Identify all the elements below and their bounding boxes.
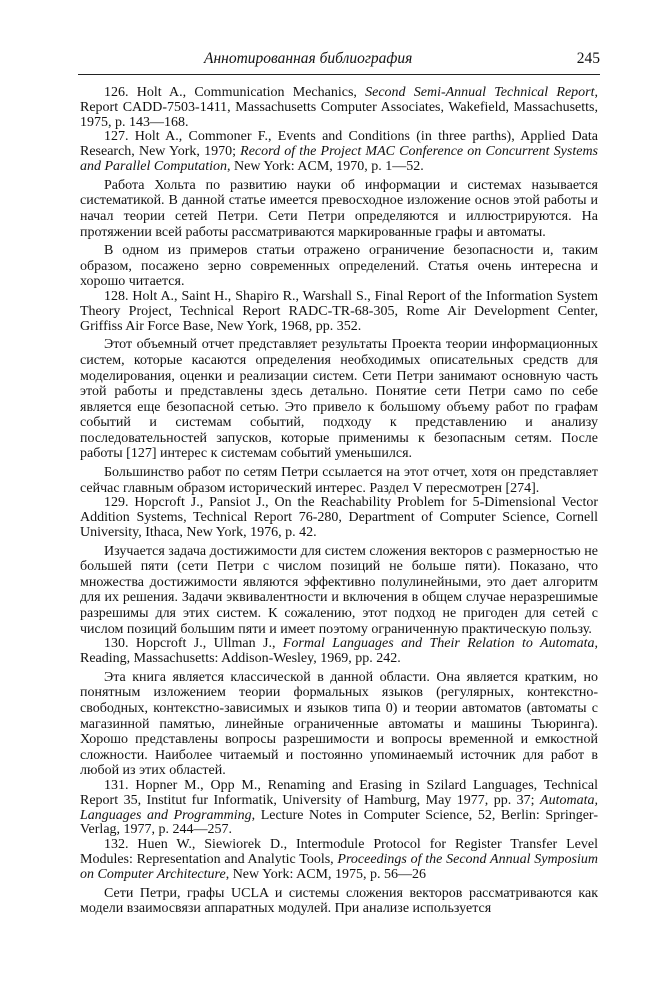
annotation-130: Эта книга является классической в данной области. Она является кратким, но понятным изложением теории формальных языков (регулярных, контекстно-свободных, контекстно-зависимых и языков типа 0) и теории автоматов (автоматы с магазинной памятью, линейные ограниченные автоматы и машины Тьюринга). Хорошо представлены вопросы разрешимости и вопросы временной и емкостной сложности. Наиболее читаемый и постоянно упоминаемый источник для работ в любой из этих областей.: [80, 669, 598, 779]
annotation-128-paragraph-1: Этот объемный отчет представляет результаты Проекта теории информационных систем, которые касаются определения необходимых описательных средств для моделирования, оценки и реализации систем. Сети Петри занимают основную часть этой работы и представлены здесь детально. Понятие сети Петри само по себе является еще безопасной сетью. Это привело к большому объему работ по графам событий и системам событий, подходу к представлению и анализу последовательностей запусков, которые применимы к безопасным сетям. После работы [127] интерес к системам событий уменьшился.: [80, 337, 598, 462]
reference-128: 128. Holt A., Saint H., Shapiro R., Warshall S., Final Report of the Information System Theory Project, Technical Report RADC-TR-68-305, Rome Air Development Center, Griffiss Air Force Base, New York, 1968, pp. 352.: [80, 288, 598, 334]
reference-126: 126. Holt A., Communication Mechanics, Second Semi-Annual Technical Report, Report CADD-7503-1411, Massachusetts Computer Associates, Wakefield, Massachusetts, 1975, p. 143—168.: [80, 85, 598, 130]
reference-127: 127. Holt A., Commoner F., Events and Conditions (in three parths), Applied Data Research, New York, 1970; Record of the Project MAC Conference on Concurrent Systems and Parallel Computation, New York: ACM, 1970, p. 1—52.: [80, 129, 598, 174]
annotation-127-paragraph-1: Работа Хольта по развитию науки об информации и системах называется систематикой. В данной статье имеется превосходное изложение основ этой работы и начал теории сетей Петри. Сети Петри определяются и иллюстрируются. На протяжении всей работы рассматриваются маркированные графы и автоматы.: [80, 177, 598, 240]
bibliography-text: [80, 86, 598, 917]
page-number: 245: [576, 50, 600, 67]
annotation-128-paragraph-2: Большинство работ по сетям Петри ссылается на этот отчет, хотя он представляет сейчас главным образом исторический интерес. Раздел V пересмотрен [274].: [80, 465, 598, 496]
annotation-127-paragraph-2: В одном из примеров статьи отражено ограничение безопасности и, таким образом, посажено зерно современных определений. Статья очень интересна и хорошо читается.: [80, 243, 598, 290]
annotation-132: Сети Петри, графы UCLA и системы сложения векторов рассматриваются как модели взаимосвязи аппаратных модулей. При анализе используется: [80, 885, 598, 917]
reference-132: 132. Huen W., Siewiorek D., Intermodule Protocol for Register Transfer Level Modules: Representation and Analytic Tools, Proceedings of the Second Annual Symposium on Computer Architecture, New York: ACM, 1975, p. 56—26: [80, 837, 599, 882]
reference-131: 131. Hopner M., Opp M., Renaming and Erasing in Szilard Languages, Technical Report 35, Institut fur Informatik, University of Hamburg, May 1977, pp. 37; Automata, Languages and Programming, Lecture Notes in Computer Science, 52, Berlin: Springer-Verlag, 1977, p. 244—257.: [80, 777, 598, 838]
annotation-129: Изучается задача достижимости для систем сложения векторов с размерностью не большей пяти (сети Петри с числом позиций не больше пяти). Показано, что множества достижимости являются эффективно полулинейными, это дает алгоритм для их решения. Задачи эквивалентности и включения в общем случае неразрешимые разрешимы для этих систем. К сожалению, этот подход не пригоден для сетей с числом позиций большим пяти и имеет поэтому ограниченную практическую пользу.: [80, 543, 598, 637]
running-title: Аннотированная библиография: [204, 50, 413, 67]
reference-129: 129. Hopcroft J., Pansiot J., On the Reachability Problem for 5-Dimensional Vector Addition Systems, Technical Report 76-280, Department of Computer Science, Cornell University, Ithaca, New York, 1976, p. 42.: [80, 495, 598, 540]
reference-130: 130. Hopcroft J., Ullman J., Formal Languages and Their Relation to Automata, Reading, Massachusetts: Addison-Wesley, 1969, pp. 242.: [80, 636, 598, 667]
page-header: [78, 44, 600, 75]
